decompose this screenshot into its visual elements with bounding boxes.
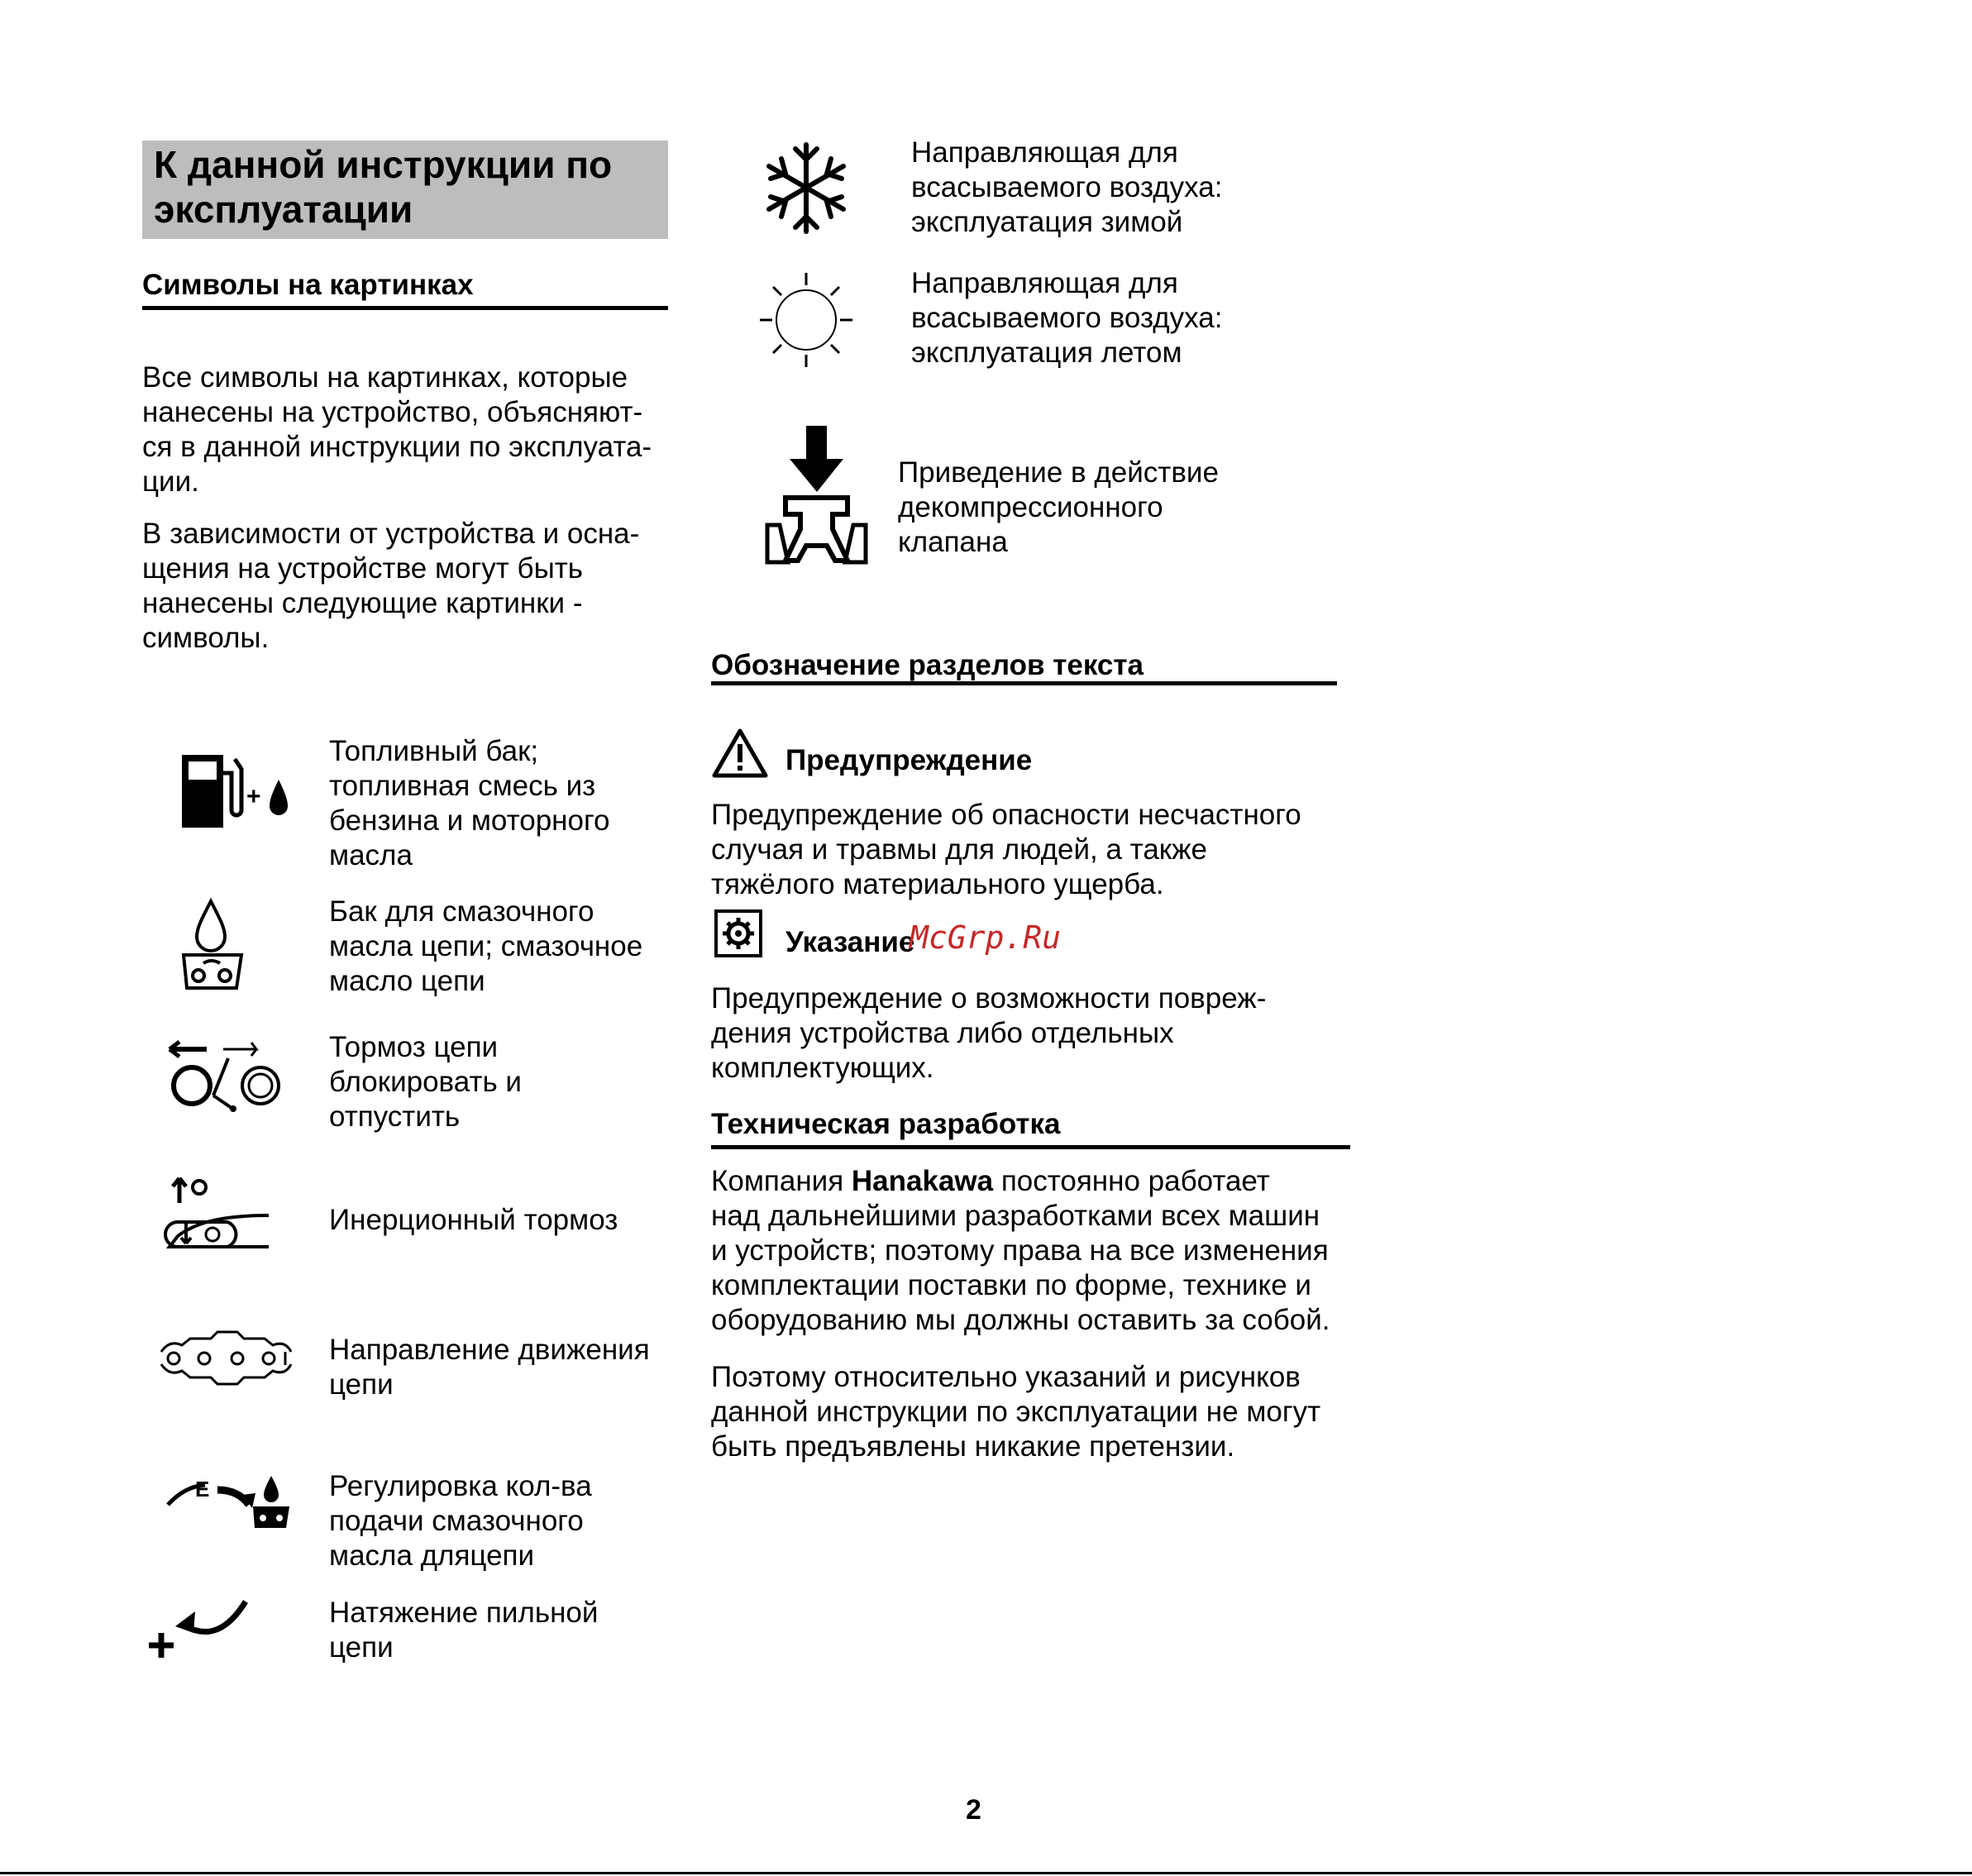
page-number: 2 bbox=[966, 1794, 981, 1826]
sections-heading-rule bbox=[711, 681, 1337, 685]
warning-text: Предупреждение об опасности несчастного случая и травмы для людей, а также тяжёлого материального ущерба. bbox=[711, 799, 1301, 900]
watermark-text: McGrp.Ru bbox=[910, 919, 1062, 956]
note-text: Предупреждение о возможности повреж- дения устройства либо отдельных комплектующих. bbox=[711, 982, 1267, 1084]
oil-flow-adjust-icon bbox=[164, 1472, 296, 1534]
section-title-line2: эксплуатации bbox=[154, 188, 413, 231]
intro-paragraph-2: В зависимости от устройства и осна- щения на устройстве могут быть нанесены следующие картинки - символы. bbox=[142, 518, 640, 654]
symbol-text-chain-tension: Натяжение пильной цепи bbox=[329, 1597, 599, 1664]
inertia-brake-icon bbox=[161, 1174, 277, 1253]
decompression-valve-icon bbox=[765, 422, 868, 570]
tech-heading: Техническая разработка bbox=[711, 1108, 1061, 1140]
svg-text:+: + bbox=[246, 783, 261, 810]
symbol-text-chain-direction: Направление движения цепи bbox=[329, 1334, 650, 1401]
section-title-banner bbox=[142, 141, 668, 239]
gear-note-icon bbox=[714, 909, 762, 957]
note-label: Указание bbox=[785, 926, 915, 958]
intro-paragraph-1: Все символы на картинках, которые нанесены на устройство, объясняют- ся в данной инструкции по эксплуата- ции. bbox=[142, 361, 652, 498]
symbol-text-fuel: Топливный бак; топливная смесь из бензина и моторного масла bbox=[329, 735, 610, 871]
chain-tension-icon bbox=[141, 1583, 281, 1658]
sun-icon bbox=[757, 266, 856, 374]
warning-triangle-icon bbox=[711, 728, 769, 779]
brand-name: Hanakawa bbox=[851, 1165, 994, 1197]
tech-heading-rule bbox=[711, 1145, 1350, 1149]
chain-direction-icon bbox=[153, 1327, 294, 1393]
symbol-text-summer: Направляющая для всасываемого воздуха: эксплуатация летом bbox=[911, 267, 1223, 369]
symbol-text-chain-oil: Бак для смазочного масла цепи; смазочное масло цепи bbox=[329, 895, 643, 997]
warning-label: Предупреждение bbox=[785, 744, 1033, 776]
symbol-text-oil-flow: Регулировка кол-ва подачи смазочного масла дляцепи bbox=[329, 1470, 592, 1572]
section-title-line1: К данной инструкции по bbox=[154, 143, 613, 186]
symbol-text-chain-brake: Тормоз цепи блокировать и отпустить bbox=[329, 1031, 522, 1133]
tech-paragraph-1: Компания Hanakawa постоянно работает над дальнейшими разработками всех машин и устройств; поэтому права на все изменения комплектации поставки по форме, технике и оборудованию мы должны оставить за собой. bbox=[711, 1165, 1330, 1336]
symbols-heading-rule bbox=[142, 306, 668, 310]
chain-oil-icon bbox=[174, 897, 248, 996]
tech-paragraph-2: Поэтому относительно указаний и рисунков данной инструкции по эксплуатации не могут быть предъявлены никакие претензии. bbox=[711, 1361, 1321, 1463]
symbol-text-inertia-brake: Инерционный тормоз bbox=[329, 1204, 618, 1236]
chain-brake-icon bbox=[165, 1038, 289, 1112]
symbol-text-decompression: Приведение в действие декомпрессионного клапана bbox=[898, 456, 1219, 558]
fuel-tank-icon bbox=[174, 748, 298, 831]
sections-heading: Обозначение разделов текста bbox=[711, 649, 1144, 681]
symbols-heading: Символы на картинках bbox=[142, 269, 474, 301]
snowflake-icon bbox=[761, 141, 852, 236]
symbol-text-winter: Направляющая для всасываемого воздуха: эксплуатация зимой bbox=[911, 136, 1223, 238]
page-bottom-border bbox=[0, 1872, 1972, 1874]
svg-text:E: E bbox=[195, 1477, 210, 1501]
